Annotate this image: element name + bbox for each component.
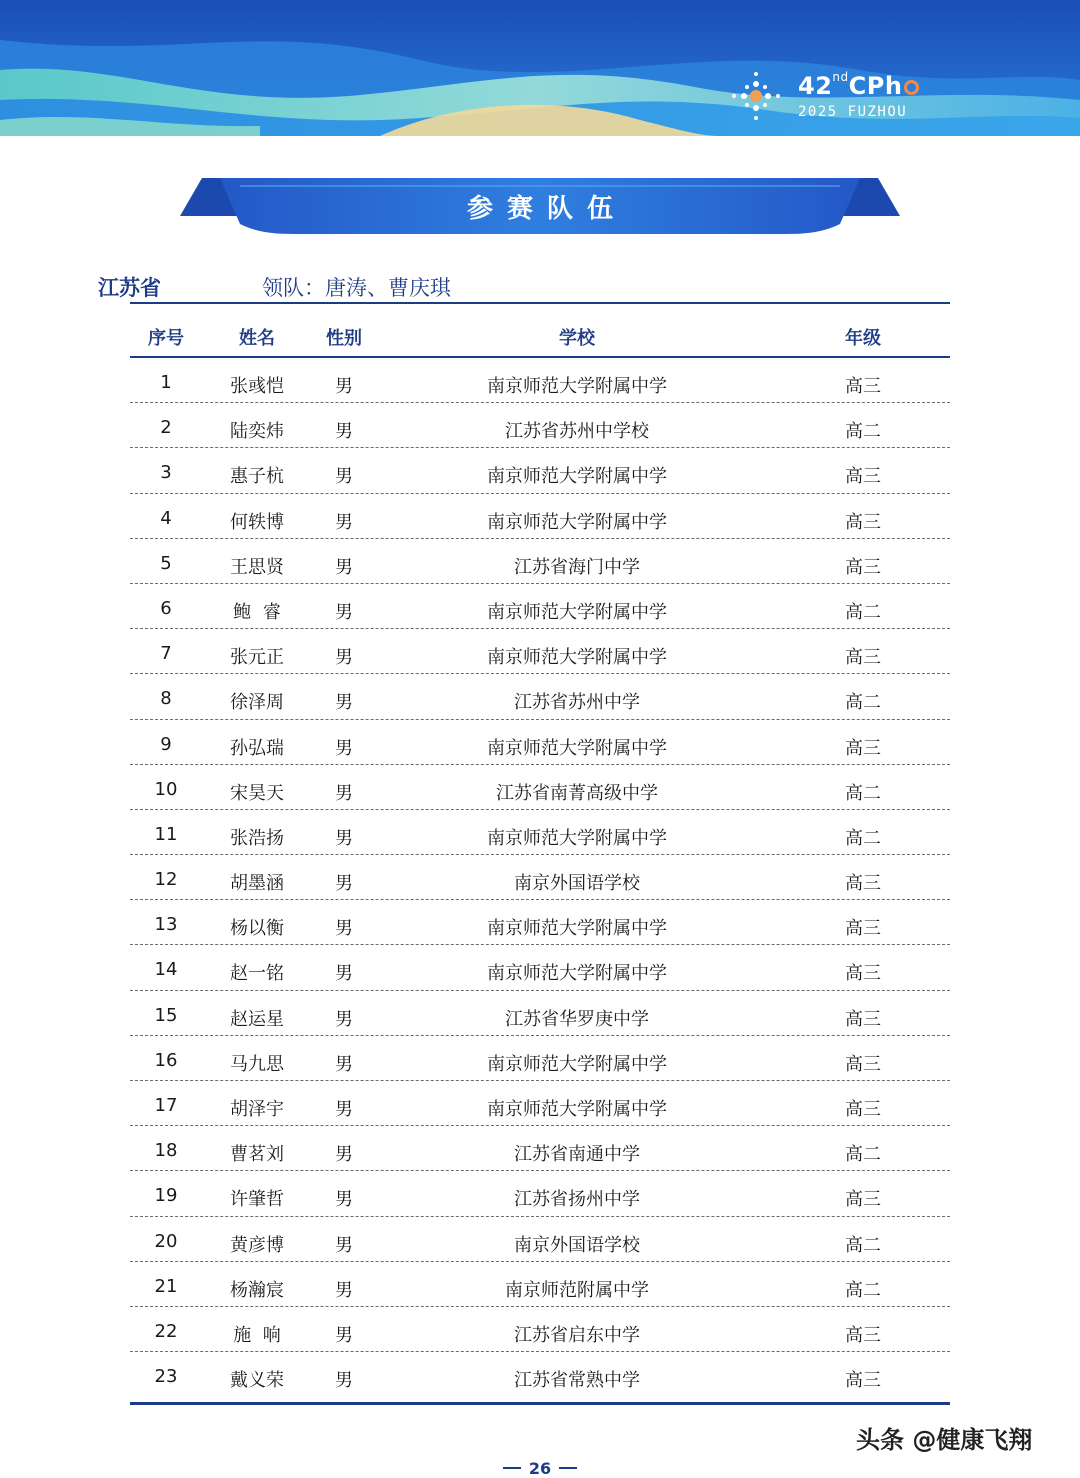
cell-school: 江苏省华罗庚中学 [505, 1008, 649, 1030]
cell-gender: 男 [335, 511, 353, 533]
table-row [130, 991, 950, 1036]
cell-name: 鲍 睿 [233, 601, 281, 623]
table-row [130, 448, 950, 493]
table-body [130, 358, 950, 1397]
section-title: 参赛队伍 [466, 194, 627, 224]
cell-grade: 高二 [845, 1234, 881, 1256]
cell-index: 14 [154, 959, 178, 981]
cell-gender: 男 [335, 1189, 353, 1211]
table-row [130, 720, 950, 765]
cell-name: 惠子杭 [230, 466, 284, 488]
table-row [130, 1307, 950, 1352]
cell-name: 施 响 [233, 1324, 281, 1346]
cell-index: 17 [154, 1095, 178, 1116]
table-row [130, 674, 950, 719]
cell-index: 4 [160, 507, 172, 529]
table-row [130, 629, 950, 674]
cell-school: 江苏省苏州中学 [514, 692, 640, 714]
cell-name: 张彧恺 [230, 376, 284, 397]
cell-gender: 男 [335, 376, 353, 397]
cell-name: 许肇哲 [230, 1189, 284, 1211]
cell-gender: 男 [335, 1370, 353, 1392]
cell-gender: 男 [335, 1279, 353, 1301]
cell-gender: 男 [335, 963, 353, 985]
cell-grade: 高二 [845, 692, 881, 714]
cell-name: 胡墨涵 [230, 873, 284, 895]
cell-index: 10 [154, 778, 178, 800]
cell-grade: 高三 [845, 1324, 881, 1346]
table-row [130, 403, 950, 448]
cell-index: 6 [160, 597, 172, 619]
table-row [130, 810, 950, 855]
table-row [130, 765, 950, 810]
logo-title [798, 72, 919, 100]
cell-grade: 高三 [845, 511, 881, 533]
cell-name: 张元正 [230, 647, 284, 669]
cell-name: 马九思 [230, 1053, 284, 1075]
cell-name: 何轶博 [230, 511, 284, 533]
cell-school: 南京师范大学附属中学 [487, 918, 667, 940]
cell-name: 宋昊天 [230, 782, 284, 804]
cell-index: 22 [154, 1320, 178, 1342]
header-index: 序号 [148, 328, 184, 349]
cell-grade: 高三 [845, 466, 881, 488]
cell-gender: 男 [335, 1144, 353, 1166]
cell-index: 21 [154, 1275, 178, 1297]
cell-grade: 高二 [845, 1279, 881, 1301]
cell-index: 19 [154, 1185, 178, 1207]
cell-school: 南京外国语学校 [514, 1234, 640, 1256]
cell-name: 王思贤 [230, 556, 284, 578]
table-row [130, 945, 950, 990]
cell-grade: 高三 [845, 873, 881, 895]
cell-gender: 男 [335, 782, 353, 804]
section-ribbon [180, 176, 900, 236]
cell-grade: 高三 [845, 376, 881, 397]
cell-grade: 高三 [845, 647, 881, 669]
header-banner [0, 0, 1080, 136]
cell-name: 赵运星 [230, 1008, 284, 1030]
cell-gender: 男 [335, 737, 353, 759]
cell-school: 南京师范大学附属中学 [487, 1053, 667, 1075]
cell-index: 18 [154, 1140, 178, 1162]
header-grade: 年级 [845, 328, 881, 349]
cell-grade: 高二 [845, 421, 881, 443]
table-row [130, 584, 950, 629]
cell-grade: 高二 [845, 827, 881, 849]
page-dash-left [503, 1467, 521, 1469]
table-header [130, 312, 950, 358]
cell-school: 南京师范大学附属中学 [487, 737, 667, 759]
cell-grade: 高二 [845, 782, 881, 804]
cell-name: 黄彦博 [230, 1234, 284, 1256]
cell-school: 江苏省海门中学 [514, 556, 640, 578]
page-number [0, 1459, 1080, 1478]
table-row [130, 900, 950, 945]
logo-subtitle: 2025 FUZHOU [798, 104, 908, 120]
table-row [130, 855, 950, 900]
cell-school: 江苏省南菁高级中学 [496, 782, 658, 804]
logo-edition-suffix: nd [832, 70, 849, 84]
cell-name: 戴义荣 [230, 1370, 284, 1392]
cell-grade: 高三 [845, 1099, 881, 1120]
cell-gender: 男 [335, 1099, 353, 1120]
cell-gender: 男 [335, 601, 353, 623]
cell-school: 江苏省常熟中学 [514, 1370, 640, 1392]
cell-name: 徐泽周 [230, 692, 284, 714]
cell-school: 南京师范大学附属中学 [487, 376, 667, 397]
cell-school: 南京师范大学附属中学 [487, 601, 667, 623]
cell-index: 1 [160, 372, 172, 393]
header-school: 学校 [559, 328, 595, 349]
cell-gender: 男 [335, 1008, 353, 1030]
cell-index: 11 [154, 823, 178, 845]
cell-grade: 高三 [845, 1189, 881, 1211]
table-row [130, 1171, 950, 1216]
cell-school: 南京师范大学附属中学 [487, 963, 667, 985]
header-gender: 性别 [326, 328, 362, 349]
cell-school: 南京外国语学校 [514, 873, 640, 895]
cell-index: 3 [160, 462, 172, 484]
cell-school: 江苏省扬州中学 [514, 1189, 640, 1211]
cell-school: 江苏省启东中学 [514, 1324, 640, 1346]
cell-gender: 男 [335, 873, 353, 895]
page-dash-right [559, 1467, 577, 1469]
cell-grade: 高三 [845, 1053, 881, 1075]
cell-school: 南京师范大学附属中学 [487, 511, 667, 533]
table-row [130, 1262, 950, 1307]
page-number-text: 26 [528, 1459, 552, 1478]
cell-gender: 男 [335, 556, 353, 578]
cell-grade: 高三 [845, 1008, 881, 1030]
cell-index: 23 [154, 1366, 178, 1388]
cell-index: 5 [160, 552, 172, 574]
bottom-divider [130, 1402, 950, 1405]
table-row [130, 539, 950, 584]
cell-gender: 男 [335, 421, 353, 443]
team-leaders: 领队：唐涛、曹庆琪 [262, 276, 451, 300]
cell-name: 赵一铭 [230, 963, 284, 985]
cell-index: 16 [154, 1049, 178, 1071]
cell-name: 孙弘瑞 [230, 737, 284, 759]
cell-grade: 高三 [845, 918, 881, 940]
cell-school: 江苏省苏州中学校 [505, 421, 649, 443]
sparkle-logo-icon [726, 66, 786, 126]
cell-grade: 高二 [845, 1144, 881, 1166]
table-row [130, 494, 950, 539]
cell-school: 南京师范附属中学 [505, 1279, 649, 1301]
logo-edition: 42 [798, 72, 833, 100]
cell-name: 陆奕炜 [230, 421, 284, 443]
cell-name: 胡泽宇 [230, 1099, 284, 1120]
cell-index: 2 [160, 417, 172, 439]
cell-name: 杨瀚宸 [230, 1279, 284, 1301]
cell-school: 南京师范大学附属中学 [487, 647, 667, 669]
logo-ring-icon [904, 80, 919, 95]
cell-gender: 男 [335, 1324, 353, 1346]
cell-school: 南京师范大学附属中学 [487, 827, 667, 849]
cell-index: 13 [154, 914, 178, 936]
table-row [130, 1036, 950, 1081]
cell-gender: 男 [335, 647, 353, 669]
top-divider [130, 302, 950, 304]
cell-index: 20 [154, 1230, 178, 1252]
cell-index: 9 [160, 733, 172, 755]
cell-gender: 男 [335, 918, 353, 940]
province-name: 江苏省 [98, 276, 161, 300]
cell-grade: 高二 [845, 601, 881, 623]
cell-grade: 高三 [845, 963, 881, 985]
table-row [130, 1217, 950, 1262]
cell-name: 张浩扬 [230, 827, 284, 849]
table-row [130, 1126, 950, 1171]
cpho-logo [726, 66, 926, 126]
cell-grade: 高三 [845, 1370, 881, 1392]
cell-school: 南京师范大学附属中学 [487, 1099, 667, 1120]
header-name: 姓名 [239, 328, 275, 349]
logo-name: CPh [848, 72, 903, 100]
table-row [130, 1352, 950, 1397]
cell-name: 曹茗刘 [230, 1144, 284, 1166]
cell-grade: 高三 [845, 556, 881, 578]
table-row [130, 358, 950, 403]
table-row [130, 1081, 950, 1126]
cell-index: 8 [160, 688, 172, 710]
cell-gender: 男 [335, 466, 353, 488]
cell-name: 杨以衡 [230, 918, 284, 940]
cell-gender: 男 [335, 692, 353, 714]
cell-school: 南京师范大学附属中学 [487, 466, 667, 488]
cell-index: 7 [160, 643, 172, 665]
cell-grade: 高三 [845, 737, 881, 759]
watermark: 头条 @健康飞翔 [856, 1426, 1033, 1454]
cell-index: 12 [154, 869, 178, 891]
cell-gender: 男 [335, 1234, 353, 1256]
cell-gender: 男 [335, 1053, 353, 1075]
cell-index: 15 [154, 1004, 178, 1026]
cell-gender: 男 [335, 827, 353, 849]
cell-school: 江苏省南通中学 [514, 1144, 640, 1166]
